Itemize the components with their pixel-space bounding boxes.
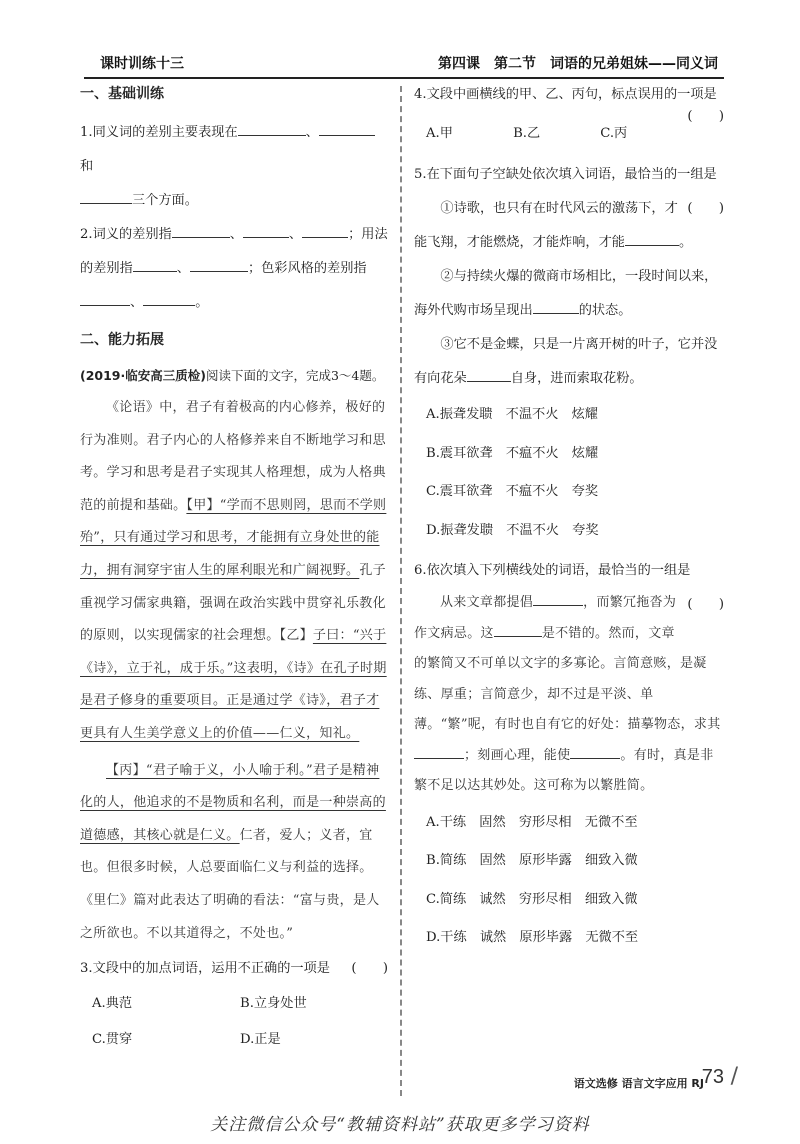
answer-paren[interactable]: ( ): [687, 201, 724, 216]
q2-usage-text: 的差别指: [80, 261, 133, 276]
sentence-end: 的状态。: [578, 303, 632, 318]
blank[interactable]: [625, 231, 679, 246]
watermark-note: 关注微信公众号“教辅资料站”获取更多学习资料: [210, 1115, 590, 1135]
blank[interactable]: [80, 291, 130, 306]
q5-text: 5.在下面句子空缺处依次填入词语，最恰当的一组是: [414, 167, 717, 182]
blank[interactable]: [80, 189, 132, 204]
blank[interactable]: [238, 121, 306, 136]
q1-and: 和: [80, 159, 94, 174]
page-number: 73: [701, 1066, 724, 1088]
option-a[interactable]: A.甲: [426, 126, 453, 141]
source-line: [80, 362, 388, 390]
q6-option-d[interactable]: D.干练 诚然 原形毕露 无微不至: [426, 930, 639, 945]
q5-option-c[interactable]: C.震耳欲聋 不瘟不火 夸奖: [426, 484, 599, 499]
passage-text: 仁者，爱人；义者，宜也。但很多时候，人总要面临仁义与利益的选择。《里仁》篇对此表达了明确的看法：“富与贵，是人之所欲也。不以其道得之，不处也。”: [80, 827, 380, 941]
blank[interactable]: [172, 223, 230, 238]
q2-text: 2.词义的差别指: [80, 227, 172, 242]
question-4: [414, 84, 724, 124]
blank[interactable]: [302, 223, 348, 238]
blank[interactable]: [494, 622, 542, 637]
passage-text: 。有时，真是非繁不足以达其妙处。这可称为以繁胜简。: [414, 747, 714, 793]
question-1: [80, 116, 388, 218]
sentence-text: ③它不是金蝶，只是一片离开树的叶子，它并没有向花朵: [414, 337, 718, 386]
passage-text: ；刻画心理，能使: [464, 747, 571, 763]
option-b[interactable]: B.乙: [513, 126, 541, 141]
option-c[interactable]: C.丙: [600, 126, 628, 141]
passage-text: 从来文章都提倡: [440, 595, 534, 610]
blank[interactable]: [143, 291, 195, 306]
answer-paren[interactable]: ( ): [687, 597, 724, 612]
option-a[interactable]: A.典范: [92, 996, 133, 1012]
sentence-text: ②与持续火爆的微商市场相比，一段时间以来，海外代购市场呈现出: [414, 269, 718, 318]
q6-option-a[interactable]: A.干练 固然 穷形尽相 无微不至: [426, 814, 638, 830]
q1-text: 1.同义词的差别主要表现在: [80, 125, 238, 140]
left-column: [80, 84, 388, 1058]
source-instruction: 阅读下面的文字，完成3～4题。: [205, 368, 385, 383]
blank[interactable]: [190, 257, 248, 272]
q6-text: 6.依次填入下列横线处的词语，最恰当的一组是: [414, 563, 691, 578]
passage-paragraph-1: [80, 392, 388, 751]
q2-sep: 、: [130, 295, 144, 310]
q2-sep: 、: [176, 261, 190, 276]
sentence-end: 。: [679, 235, 693, 250]
passage-text: 孔子重视学习儒家典籍，强调在政治实践中贯穿礼乐教化的原则，以实现儒家的社会理想。: [80, 562, 386, 644]
q2-sep: 、: [229, 227, 243, 242]
q4-options: [414, 116, 687, 152]
q6-option-c[interactable]: C.简练 诚然 穷形尽相 细致入微: [426, 891, 638, 907]
blank[interactable]: [533, 299, 579, 314]
sentence-bing: 【丙】“君子喻于义，小人喻于利。”君子是精神化的人，他追求的不是物质和名利，而是一种崇高的道德感，其核心就是仁义。: [80, 762, 386, 843]
column-divider: [400, 86, 402, 1096]
right-column: [414, 84, 724, 958]
q1-sep: 、: [305, 125, 319, 140]
blank[interactable]: [319, 121, 375, 136]
q5-option-d[interactable]: D.振聋发聩 不温不火 夸奖: [426, 522, 599, 538]
q6-option-b[interactable]: B.简练 固然 原形毕露 细致入微: [426, 853, 638, 868]
q2-usage: ；用法: [348, 227, 388, 242]
sentence-yi: 子曰：“兴于《诗》，立于礼，成于乐。”这表明，《诗》在孔子时期是君子修身的重要项目。正是通过学《诗》，君子才更具有人生美学意义上的价值——仁义，知礼。: [80, 628, 387, 741]
question-3: [80, 952, 388, 986]
q3-options-row-2: [80, 1022, 388, 1058]
q5-sentence-3: [414, 328, 724, 396]
blank[interactable]: [414, 744, 464, 759]
blank[interactable]: [570, 744, 620, 759]
q5-option-a[interactable]: A.振聋发聩 不温不火 炫耀: [426, 407, 598, 422]
option-d[interactable]: D.正是: [240, 1032, 281, 1048]
option-b[interactable]: B.立身处世: [240, 996, 307, 1012]
lesson-title: 课时训练十三: [100, 56, 184, 72]
passage-paragraph-2: [80, 755, 388, 951]
blank[interactable]: [467, 367, 511, 382]
q5-sentence-2: [414, 260, 724, 328]
blank[interactable]: [533, 591, 583, 606]
q6-passage: [414, 588, 724, 802]
passage-text: ，而繁冗拖沓为作文病忌。这: [414, 595, 677, 641]
passage-text: 是不错的。然而，文章的繁简又不可单以文字的多寡论。言简意赅，是凝练、厚重；言简意少，却不过是平淡、单薄。“繁”呢，有时也自有它的好处：描摹物态，求其: [414, 625, 721, 732]
answer-paren[interactable]: ( ): [687, 109, 724, 124]
q3-options-row-1: [80, 986, 388, 1022]
section-ability: 二、能力拓展: [80, 332, 164, 348]
q4-text: 4.文段中画横线的甲、乙、丙句，标点误用的一项是: [414, 87, 717, 102]
section-basic-training: 一、基础训练: [80, 86, 164, 102]
source-tag: (2019·临安高三质检): [80, 368, 206, 383]
sentence-text: ①诗歌，也只有在时代风云的激荡下，才能飞翔，才能燃烧，才能炸响，才能: [414, 201, 678, 250]
q2-style: ；色彩风格的差别指: [247, 261, 367, 276]
chapter-title: 第四课 第二节 词语的兄弟姐妹——同义词: [438, 56, 718, 72]
blank[interactable]: [133, 257, 177, 272]
blank[interactable]: [243, 223, 289, 238]
page-slash: /: [730, 1064, 738, 1089]
q1-end: 三个方面。: [132, 193, 198, 208]
q2-end: 。: [195, 295, 209, 310]
question-5: [414, 158, 724, 216]
option-c[interactable]: C.贯穿: [92, 1032, 133, 1048]
tag-yi: 【乙】: [279, 628, 313, 644]
passage-text: 《论语》中，君子有着极高的内心修养，极好的行为准则。君子内心的人格修养来自不断地学习和思考。学习和思考是君子实现其人格理想，成为人格典范的前提和基础。: [80, 400, 386, 513]
header-rule: [84, 77, 724, 79]
book-title: 语文选修 语言文字应用 RJ: [573, 1077, 704, 1090]
sentence-jia: 【甲】“学而不思则罔，思而不学则殆”，只有通过学习和思考，才能拥有立身处世的能力，拥有洞穿宇宙人生的犀利眼光和广阔视野。: [80, 497, 387, 578]
sentence-end: 自身，进而索取花粉。: [510, 371, 643, 386]
question-2: [80, 218, 388, 320]
q5-option-b[interactable]: B.震耳欲聋 不瘟不火 炫耀: [426, 445, 599, 461]
answer-paren[interactable]: ( ): [351, 961, 388, 977]
q3-text: 3.文段中的加点词语，运用不正确的一项是: [80, 961, 330, 977]
q5-sentence-1: [414, 192, 724, 260]
q2-sep: 、: [288, 227, 303, 242]
